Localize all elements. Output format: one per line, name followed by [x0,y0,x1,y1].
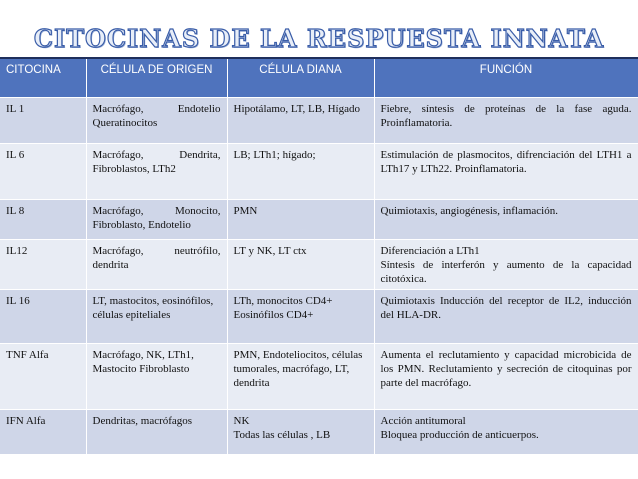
cell-citocina: IL 6 [0,144,86,200]
header-citocina: CITOCINA [0,59,86,98]
cell-origen: Macrófago, Monocito, Fibroblasto, Endotelio [86,200,227,240]
cell-origen: Dendritas, macrófagos [86,410,227,454]
cell-origen: Macrófago, Dendrita, Fibroblastos, LTh2 [86,144,227,200]
table-row [0,410,638,454]
cell-origen: Macrófago, NK, LTh1, Mastocito Fibroblasto [86,344,227,410]
cell-funcion: Aumenta el reclutamiento y capacidad microbicida de los PMN. Reclutamiento y secreción de citoquinas por parte del macrófago. [374,344,638,410]
cell-diana: PMN [227,200,374,240]
cell-diana: LB; LTh1; hígado; [227,144,374,200]
funcion-line: Bloquea producción de anticuerpos. [380,429,539,441]
cell-diana: LT y NK, LT ctx [227,240,374,290]
slide-title: CITOCINAS DE LA RESPUESTA INNATA [33,24,605,53]
diana-line: Todas las células , LB [233,429,331,441]
cell-citocina: IL 16 [0,290,86,344]
cell-funcion: Fiebre, síntesis de proteínas de la fase aguda. Proinflamatoria. [374,98,638,144]
cell-diana: LTh, monocitos CD4+ Eosinófilos CD4+ [227,290,374,344]
cell-diana [227,410,374,454]
cell-citocina: IL 8 [0,200,86,240]
cell-funcion: Estimulación de plasmocitos, difrenciación del LTH1 a LTh17 y LTh22. Proinflamatoria. [374,144,638,200]
header-funcion: FUNCIÓN [374,59,638,98]
cell-funcion [374,410,638,454]
cell-diana: PMN, Endoteliocitos, células tumorales, macrófago, LT, dendrita [227,344,374,410]
cell-origen: Macrófago, neutrófilo, dendrita [86,240,227,290]
table-header-row [0,59,638,98]
cell-citocina: IL 1 [0,98,86,144]
title-bar [0,0,638,58]
cell-origen: Macrófago, Endotelio Queratinocitos [86,98,227,144]
cytokine-table [0,59,638,454]
table-row [0,98,638,144]
table-row [0,240,638,290]
funcion-line: Diferenciación a LTh1 [380,245,480,257]
funcion-line: Acción antitumoral [380,415,466,427]
cell-funcion [374,240,638,290]
table-row [0,200,638,240]
header-celula-diana: CÉLULA DIANA [227,59,374,98]
cell-citocina: TNF Alfa [0,344,86,410]
cell-origen: LT, mastocitos, eosinófilos, células epiteliales [86,290,227,344]
funcion-line: Síntesis de interferón y aumento de la capacidad citotóxica. [380,259,632,285]
diana-line: NK [233,415,250,427]
table-row [0,144,638,200]
cell-diana: Hipotálamo, LT, LB, Hígado [227,98,374,144]
cell-citocina: IL12 [0,240,86,290]
cell-funcion: Quimiotaxis, angiogénesis, inflamación. [374,200,638,240]
table-row [0,290,638,344]
header-celula-origen: CÉLULA DE ORIGEN [86,59,227,98]
cell-funcion: Quimiotaxis Inducción del receptor de IL2, inducción del HLA-DR. [374,290,638,344]
table-row [0,344,638,410]
cell-citocina: IFN Alfa [0,410,86,454]
